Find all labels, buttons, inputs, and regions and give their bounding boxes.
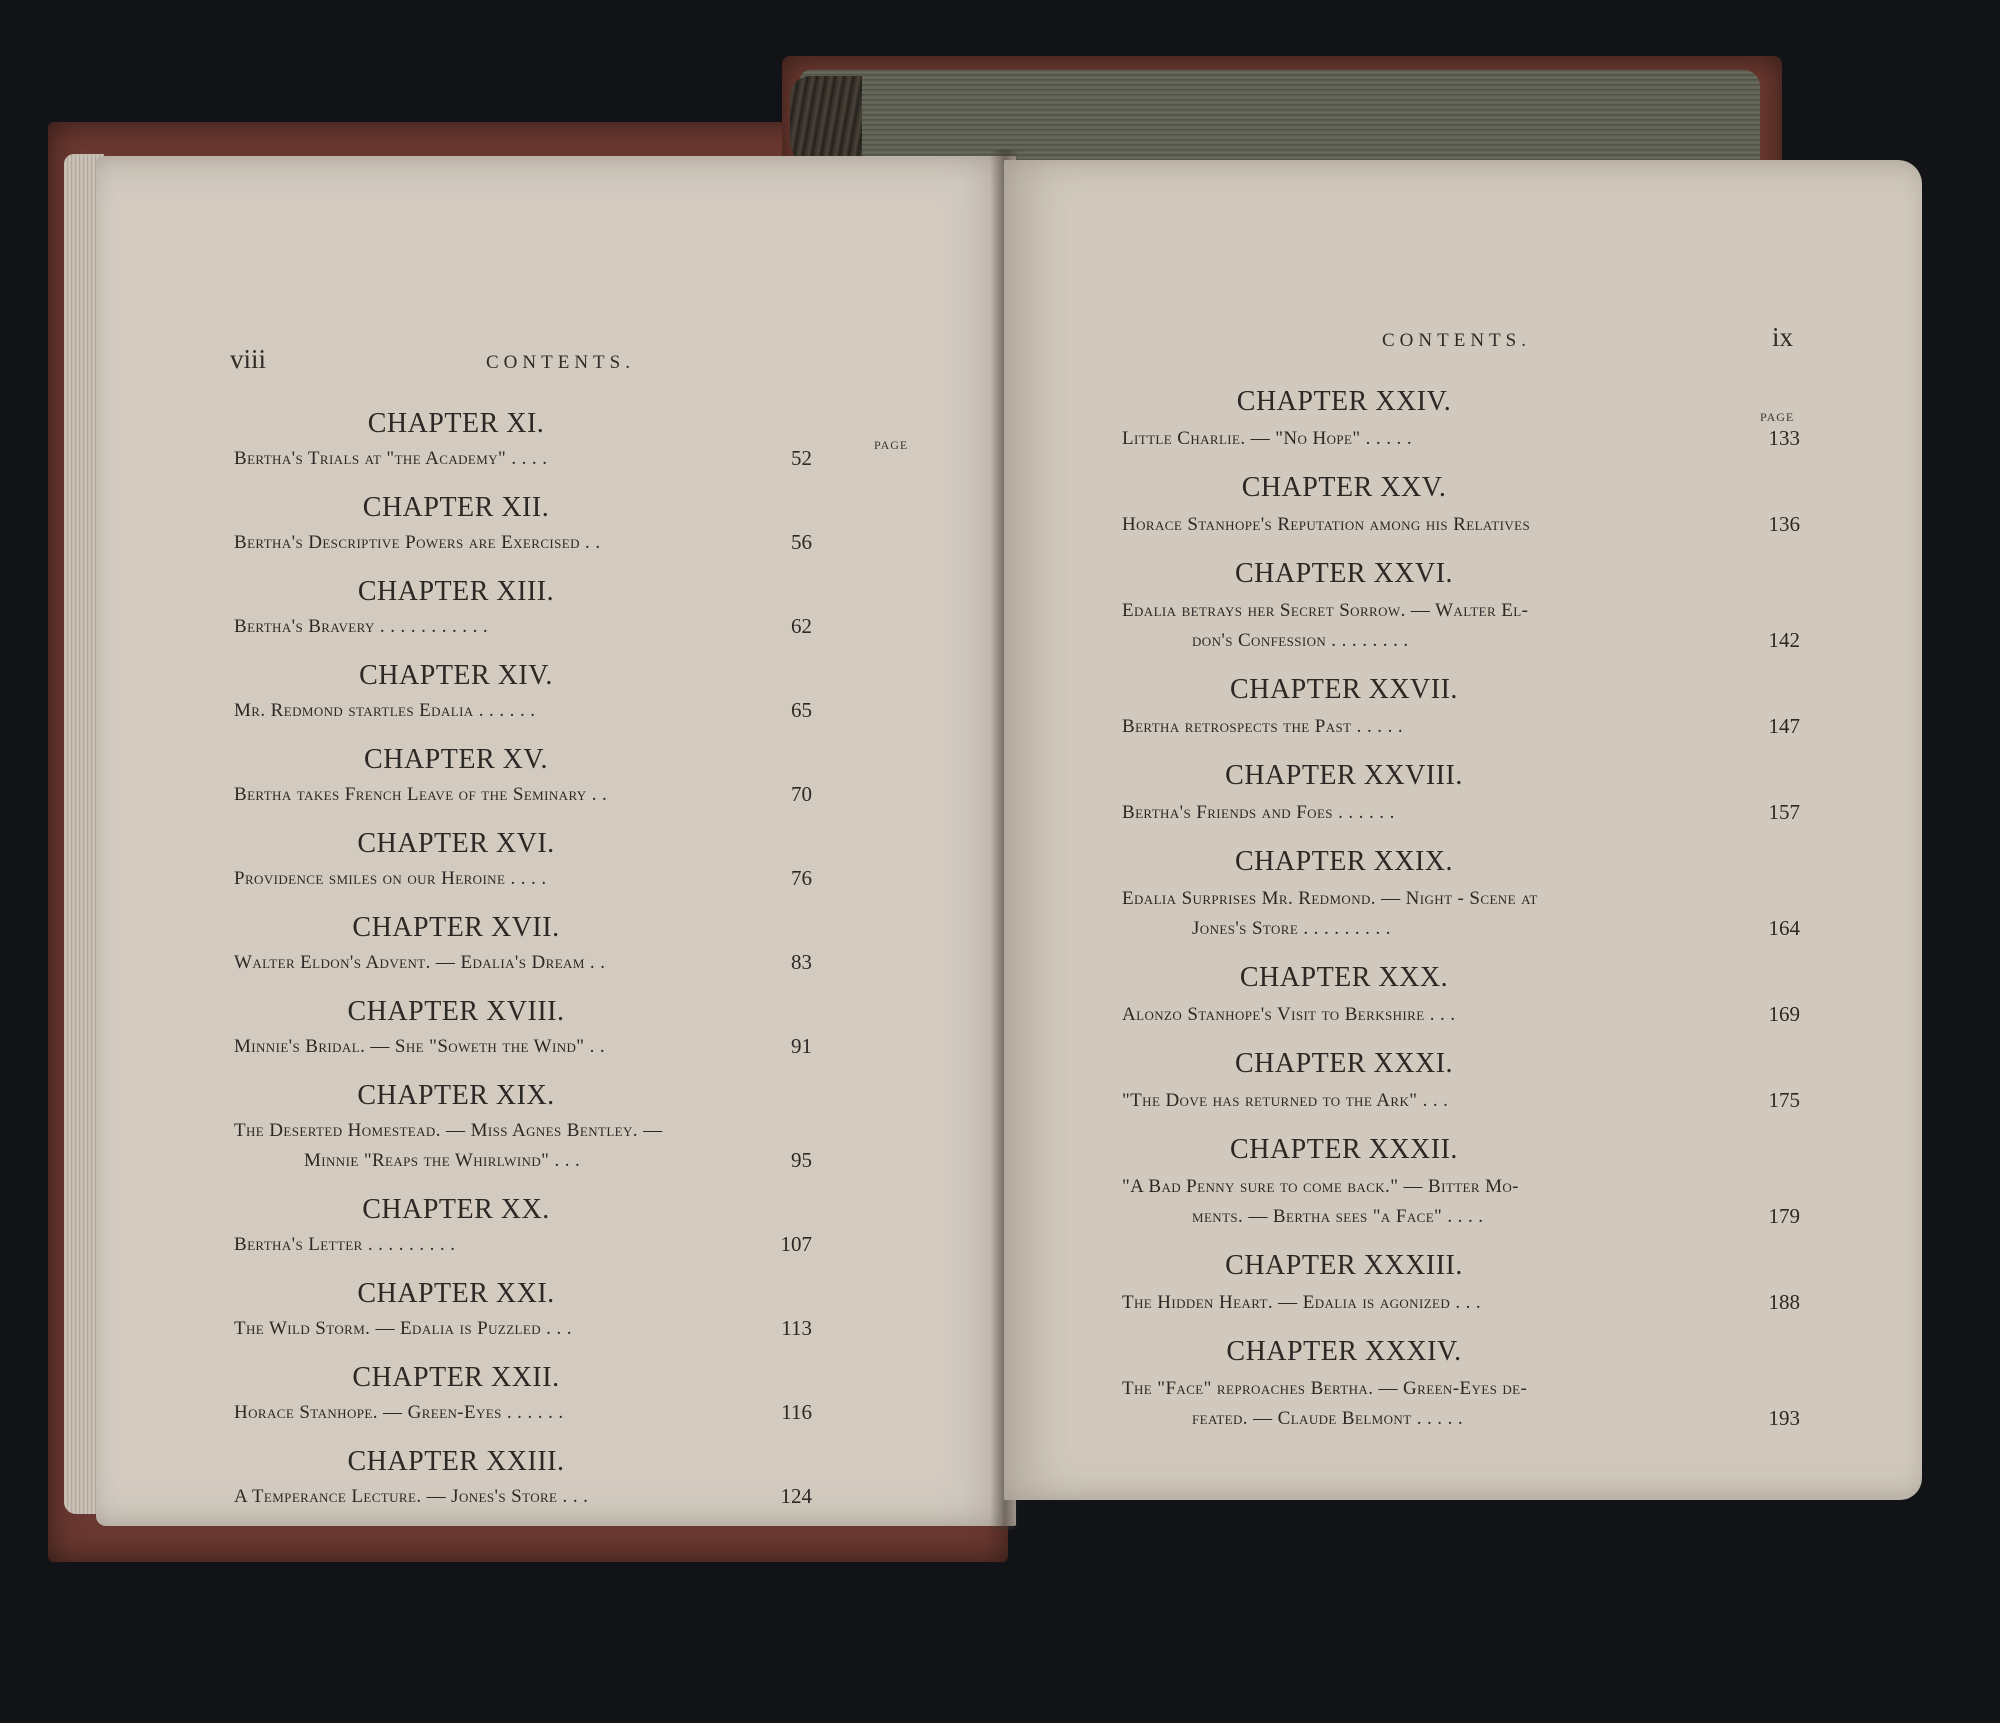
- chapter-heading: CHAPTER XI.: [367, 408, 545, 439]
- chapter-heading: CHAPTER XVII.: [352, 912, 560, 943]
- chapter-page-number: 133: [1768, 426, 1800, 450]
- chapter-heading: CHAPTER XXVIII.: [1225, 760, 1463, 791]
- chapter-page-number: 136: [1768, 512, 1800, 536]
- chapter-title-line: A Temperance Lecture. — Jones's Store . . .: [234, 1486, 589, 1507]
- chapter-page-number: 142: [1768, 628, 1800, 652]
- chapter-heading: CHAPTER XXIX.: [1234, 846, 1454, 877]
- chapter-title-line: don's Confession . . . . . . . .: [1192, 630, 1409, 651]
- chapter-title-line: Mr. Redmond startles Edalia . . . . . .: [234, 700, 536, 721]
- page-column-label: PAGE: [1760, 410, 1795, 424]
- chapter-heading: CHAPTER XXX.: [1239, 962, 1449, 993]
- chapter-heading: CHAPTER XV.: [364, 744, 548, 775]
- chapter-page-number: 56: [791, 530, 812, 554]
- chapter-heading: CHAPTER XIX.: [357, 1080, 555, 1111]
- page-column-label: PAGE: [874, 438, 909, 452]
- chapter-page-number: 164: [1768, 916, 1800, 940]
- chapter-heading: CHAPTER XXXIII.: [1225, 1250, 1463, 1281]
- running-head: CONTENTS.: [1382, 330, 1531, 351]
- chapter-title-line: Horace Stanhope's Reputation among his Relatives: [1122, 514, 1531, 535]
- chapter-title-line: The "Face" reproaches Bertha. — Green-Eyes de-: [1122, 1378, 1528, 1399]
- chapter-page-number: 83: [791, 950, 812, 974]
- chapter-title-line: The Wild Storm. — Edalia is Puzzled . . .: [234, 1318, 572, 1339]
- chapter-heading: CHAPTER XIV.: [359, 660, 553, 691]
- chapter-title-line: Alonzo Stanhope's Visit to Berkshire . . .: [1122, 1004, 1456, 1025]
- chapter-heading: CHAPTER XXVII.: [1230, 674, 1458, 705]
- chapter-heading: CHAPTER XXII.: [352, 1362, 560, 1393]
- chapter-title-line: Walter Eldon's Advent. — Edalia's Dream . .: [234, 952, 606, 973]
- chapter-page-number: 179: [1768, 1204, 1800, 1228]
- chapter-heading: CHAPTER XIII.: [357, 576, 555, 607]
- chapter-title-line: Jones's Store . . . . . . . . .: [1192, 918, 1391, 939]
- page-number: ix: [1772, 322, 1794, 352]
- chapter-title-line: Providence smiles on our Heroine . . . .: [234, 868, 547, 889]
- chapter-title-line: feated. — Claude Belmont . . . . .: [1192, 1408, 1464, 1429]
- chapter-heading: CHAPTER XXI.: [357, 1278, 555, 1309]
- chapter-title-line: Edalia Surprises Mr. Redmond. — Night - Scene at: [1122, 888, 1538, 909]
- chapter-heading: CHAPTER XXIV.: [1236, 386, 1452, 417]
- chapter-page-number: 65: [791, 698, 812, 722]
- chapter-page-number: 169: [1768, 1002, 1800, 1026]
- chapter-heading: CHAPTER XXXIV.: [1226, 1336, 1462, 1367]
- chapter-heading: CHAPTER XXVI.: [1234, 558, 1454, 589]
- chapter-title-line: Bertha takes French Leave of the Seminary . .: [234, 784, 608, 805]
- chapter-title-line: "The Dove has returned to the Ark" . . .: [1122, 1090, 1449, 1111]
- chapter-page-number: 91: [791, 1034, 812, 1058]
- chapter-heading: CHAPTER XII.: [362, 492, 550, 523]
- chapter-page-number: 113: [781, 1316, 812, 1340]
- chapter-title-line: Little Charlie. — "No Hope" . . . . .: [1122, 428, 1412, 449]
- chapter-page-number: 157: [1768, 800, 1800, 824]
- chapter-heading: CHAPTER XVIII.: [347, 996, 565, 1027]
- chapter-title-line: Minnie's Bridal. — She "Soweth the Wind" . .: [234, 1036, 606, 1057]
- chapter-page-number: 95: [791, 1148, 812, 1172]
- chapter-title-line: Bertha's Bravery . . . . . . . . . . .: [234, 616, 489, 637]
- contents-page-left: [96, 156, 1016, 1526]
- chapter-page-number: 62: [791, 614, 812, 638]
- chapter-page-number: 175: [1768, 1088, 1800, 1112]
- chapter-page-number: 193: [1768, 1406, 1800, 1430]
- chapter-page-number: 147: [1768, 714, 1800, 738]
- chapter-heading: CHAPTER XXXII.: [1230, 1134, 1458, 1165]
- chapter-page-number: 76: [791, 866, 812, 890]
- chapter-heading: CHAPTER XXIII.: [347, 1446, 565, 1477]
- chapter-page-number: 124: [780, 1484, 812, 1508]
- chapter-heading: CHAPTER XXV.: [1241, 472, 1447, 503]
- chapter-page-number: 116: [781, 1400, 812, 1424]
- chapter-title-line: ments. — Bertha sees "a Face" . . . .: [1192, 1206, 1484, 1227]
- chapter-page-number: 52: [791, 446, 812, 470]
- chapter-title-line: Bertha's Trials at "the Academy" . . . .: [234, 448, 548, 469]
- chapter-heading: CHAPTER XVI.: [357, 828, 555, 859]
- chapter-page-number: 70: [791, 782, 812, 806]
- chapter-title-line: The Deserted Homestead. — Miss Agnes Bentley. —: [234, 1120, 663, 1141]
- chapter-title-line: Bertha's Descriptive Powers are Exercised . .: [234, 532, 601, 553]
- chapter-heading: CHAPTER XX.: [362, 1194, 550, 1225]
- chapter-title-line: Bertha retrospects the Past . . . . .: [1122, 716, 1404, 737]
- page-number: viii: [230, 344, 267, 374]
- chapter-title-line: The Hidden Heart. — Edalia is agonized . . .: [1122, 1292, 1482, 1313]
- chapter-title-line: Edalia betrays her Secret Sorrow. — Walter El-: [1122, 600, 1529, 621]
- chapter-title-line: Horace Stanhope. — Green-Eyes . . . . . .: [234, 1402, 564, 1423]
- chapter-heading: CHAPTER XXXI.: [1234, 1048, 1454, 1079]
- chapter-title-line: "A Bad Penny sure to come back." — Bitter Mo-: [1122, 1176, 1519, 1197]
- chapter-page-number: 107: [780, 1232, 812, 1256]
- chapter-title-line: Bertha's Letter . . . . . . . . .: [234, 1234, 456, 1255]
- running-head: CONTENTS.: [486, 352, 635, 373]
- chapter-title-line: Minnie "Reaps the Whirlwind" . . .: [304, 1150, 581, 1171]
- chapter-title-line: Bertha's Friends and Foes . . . . . .: [1122, 802, 1395, 823]
- chapter-page-number: 188: [1768, 1290, 1800, 1314]
- contents-page-right: [1004, 160, 1922, 1500]
